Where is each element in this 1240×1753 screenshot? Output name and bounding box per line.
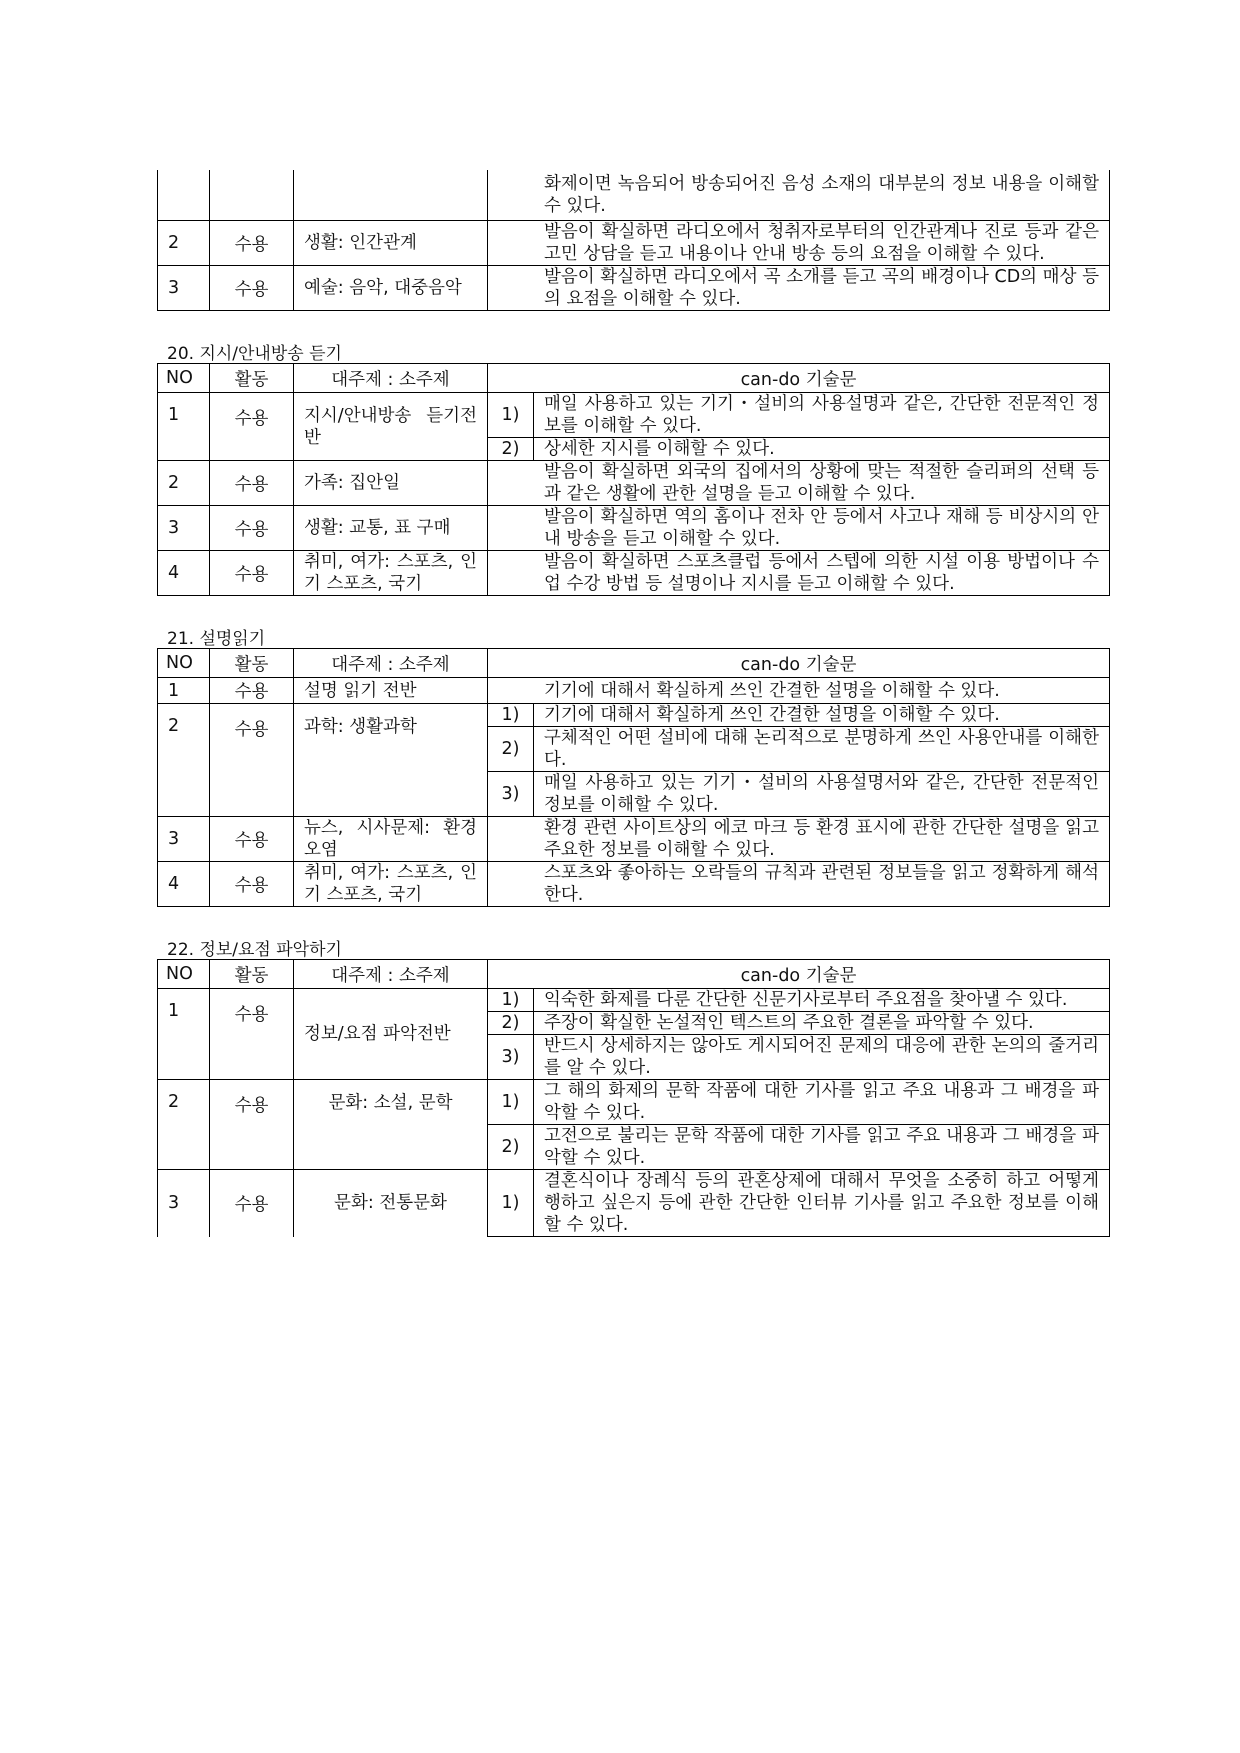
- row-number: 3: [158, 266, 210, 311]
- row-number: 3: [158, 1170, 210, 1237]
- can-do-table: [157, 363, 1110, 596]
- topic-cell: [294, 170, 488, 221]
- header-no: NO: [158, 960, 210, 989]
- can-do-text: 반드시 상세하지는 않아도 게시되어진 문제의 대응에 관한 논의의 줄거리를 알 수 있다.: [534, 1035, 1110, 1080]
- header-activity: 활동: [210, 649, 294, 678]
- topic-cell: 생활: 교통, 표 구매: [294, 506, 488, 551]
- topic-cell: 취미, 여가: 스포츠, 인기 스포츠, 국기: [294, 862, 488, 907]
- activity-cell: 수용: [210, 704, 294, 817]
- table-row: [158, 817, 1110, 862]
- row-number: 1: [158, 393, 210, 461]
- can-do-text: 발음이 확실하면 역의 홈이나 전차 안 등에서 사고나 재해 등 비상시의 안내 방송을 듣고 이해할 수 있다.: [488, 506, 1110, 551]
- can-do-text: 그 해의 화제의 문학 작품에 대한 기사를 읽고 주요 내용과 그 배경을 파악할 수 있다.: [534, 1080, 1110, 1125]
- can-do-text: 결혼식이나 장례식 등의 관혼상제에 대해서 무엇을 소중히 하고 어떻게 행하고 싶은지 등에 관한 간단한 인터뷰 기사를 읽고 주요한 정보를 이해할 수 있다.: [534, 1170, 1110, 1237]
- header-topic: 대주제 : 소주제: [294, 649, 488, 678]
- item-number: 1): [488, 989, 534, 1012]
- sections-container: [157, 337, 1112, 1237]
- topic-cell: 과학: 생활과학: [294, 704, 488, 817]
- activity-cell: 수용: [210, 862, 294, 907]
- activity-cell: 수용: [210, 1080, 294, 1170]
- header-no: NO: [158, 649, 210, 678]
- table-row: [158, 393, 1110, 438]
- table-row: [158, 506, 1110, 551]
- activity-cell: 수용: [210, 551, 294, 596]
- row-number: 1: [158, 678, 210, 704]
- can-do-text: 매일 사용하고 있는 기기・설비의 사용설명과 같은, 간단한 전문적인 정보를 이해할 수 있다.: [534, 393, 1110, 438]
- item-number: 1): [488, 1170, 534, 1237]
- can-do-text: 주장이 확실한 논설적인 텍스트의 주요한 결론을 파악할 수 있다.: [534, 1012, 1110, 1035]
- activity-cell: 수용: [210, 393, 294, 461]
- topic-cell: 문화: 전통문화: [294, 1170, 488, 1237]
- topic-cell: 정보/요점 파악전반: [294, 989, 488, 1080]
- header-activity: 활동: [210, 960, 294, 989]
- table-row: [158, 862, 1110, 907]
- topic-cell: 생활: 인간관계: [294, 221, 488, 266]
- can-do-table: [157, 959, 1110, 1237]
- can-do-text: 발음이 확실하면 라디오에서 청취자로부터의 인간관계나 진로 등과 같은 고민 상담을 듣고 내용이나 안내 방송 등의 요점을 이해할 수 있다.: [488, 221, 1110, 266]
- activity-cell: 수용: [210, 989, 294, 1080]
- activity-cell: 수용: [210, 817, 294, 862]
- can-do-text: 구체적인 어떤 설비에 대해 논리적으로 분명하게 쓰인 사용안내를 이해한다.: [534, 727, 1110, 772]
- can-do-text: 매일 사용하고 있는 기기・설비의 사용설명서와 같은, 간단한 전문적인 정보를 이해할 수 있다.: [534, 772, 1110, 817]
- topic-cell: 예술: 음악, 대중음악: [294, 266, 488, 311]
- row-number: 4: [158, 862, 210, 907]
- topic-cell: 설명 읽기 전반: [294, 678, 488, 704]
- topic-cell: 뉴스, 시사문제: 환경오염: [294, 817, 488, 862]
- header-topic: 대주제 : 소주제: [294, 364, 488, 393]
- topic-cell: 가족: 집안일: [294, 461, 488, 506]
- activity-cell: [210, 170, 294, 221]
- activity-cell: 수용: [210, 266, 294, 311]
- row-number: 1: [158, 989, 210, 1080]
- can-do-text: 발음이 확실하면 스포츠클럽 등에서 스텝에 의한 시설 이용 방법이나 수업 수강 방법 등 설명이나 지시를 듣고 이해할 수 있다.: [488, 551, 1110, 596]
- row-number: 3: [158, 817, 210, 862]
- can-do-text: 스포츠와 좋아하는 오락들의 규칙과 관련된 정보들을 읽고 정확하게 해석한다.: [488, 862, 1110, 907]
- can-do-text: 화제이면 녹음되어 방송되어진 음성 소재의 대부분의 정보 내용을 이해할 수 있다.: [488, 170, 1110, 221]
- row-number: 4: [158, 551, 210, 596]
- table-row: [158, 704, 1110, 727]
- row-number: 2: [158, 1080, 210, 1170]
- header-topic: 대주제 : 소주제: [294, 960, 488, 989]
- table-row: [158, 266, 1110, 311]
- table-row: [158, 221, 1110, 266]
- activity-cell: 수용: [210, 1170, 294, 1237]
- can-do-table: [157, 648, 1110, 907]
- item-number: 1): [488, 1080, 534, 1125]
- table-row: [158, 551, 1110, 596]
- row-number: 2: [158, 704, 210, 817]
- row-number: 2: [158, 221, 210, 266]
- table-row: [158, 461, 1110, 506]
- topic-cell: 지시/안내방송 듣기전반: [294, 393, 488, 461]
- table-row: [158, 989, 1110, 1012]
- header-row: [158, 364, 1110, 393]
- item-number: 3): [488, 1035, 534, 1080]
- can-do-text: 기기에 대해서 확실하게 쓰인 간결한 설명을 이해할 수 있다.: [534, 704, 1110, 727]
- topic-cell: 취미, 여가: 스포츠, 인기 스포츠, 국기: [294, 551, 488, 596]
- activity-cell: 수용: [210, 506, 294, 551]
- continuation-table: [157, 170, 1110, 311]
- item-number: 2): [488, 1012, 534, 1035]
- topic-cell: 문화: 소설, 문학: [294, 1080, 488, 1170]
- header-row: [158, 649, 1110, 678]
- header-can-do: can-do 기술문: [488, 364, 1110, 393]
- document-page: [157, 170, 1112, 1237]
- section-title: 21. 설명읽기: [167, 629, 266, 649]
- row-number: [158, 170, 210, 221]
- header-no: NO: [158, 364, 210, 393]
- table-row: [158, 678, 1110, 704]
- can-do-text: 상세한 지시를 이해할 수 있다.: [534, 438, 1110, 461]
- table-row: [158, 1080, 1110, 1125]
- header-can-do: can-do 기술문: [488, 960, 1110, 989]
- item-number: 3): [488, 772, 534, 817]
- can-do-text: 환경 관련 사이트상의 에코 마크 등 환경 표시에 관한 간단한 설명을 읽고 주요한 정보를 이해할 수 있다.: [488, 817, 1110, 862]
- can-do-text: 익숙한 화제를 다룬 간단한 신문기사로부터 주요점을 찾아낼 수 있다.: [534, 989, 1110, 1012]
- section-title: 22. 정보/요점 파악하기: [167, 940, 342, 960]
- activity-cell: 수용: [210, 221, 294, 266]
- section-title: 20. 지시/안내방송 듣기: [167, 344, 342, 364]
- item-number: 1): [488, 704, 534, 727]
- header-can-do: can-do 기술문: [488, 649, 1110, 678]
- can-do-text: 기기에 대해서 확실하게 쓰인 간결한 설명을 이해할 수 있다.: [488, 678, 1110, 704]
- table-row: [158, 170, 1110, 221]
- row-number: 2: [158, 461, 210, 506]
- header-row: [158, 960, 1110, 989]
- activity-cell: 수용: [210, 461, 294, 506]
- item-number: 2): [488, 1125, 534, 1170]
- item-number: 1): [488, 393, 534, 438]
- can-do-text: 고전으로 불리는 문학 작품에 대한 기사를 읽고 주요 내용과 그 배경을 파악할 수 있다.: [534, 1125, 1110, 1170]
- header-activity: 활동: [210, 364, 294, 393]
- activity-cell: 수용: [210, 678, 294, 704]
- can-do-text: 발음이 확실하면 외국의 집에서의 상황에 맞는 적절한 슬리퍼의 선택 등과 같은 생활에 관한 설명을 듣고 이해할 수 있다.: [488, 461, 1110, 506]
- table-row: [158, 1170, 1110, 1237]
- can-do-text: 발음이 확실하면 라디오에서 곡 소개를 듣고 곡의 배경이나 CD의 매상 등의 요점을 이해할 수 있다.: [488, 266, 1110, 311]
- item-number: 2): [488, 438, 534, 461]
- item-number: 2): [488, 727, 534, 772]
- row-number: 3: [158, 506, 210, 551]
